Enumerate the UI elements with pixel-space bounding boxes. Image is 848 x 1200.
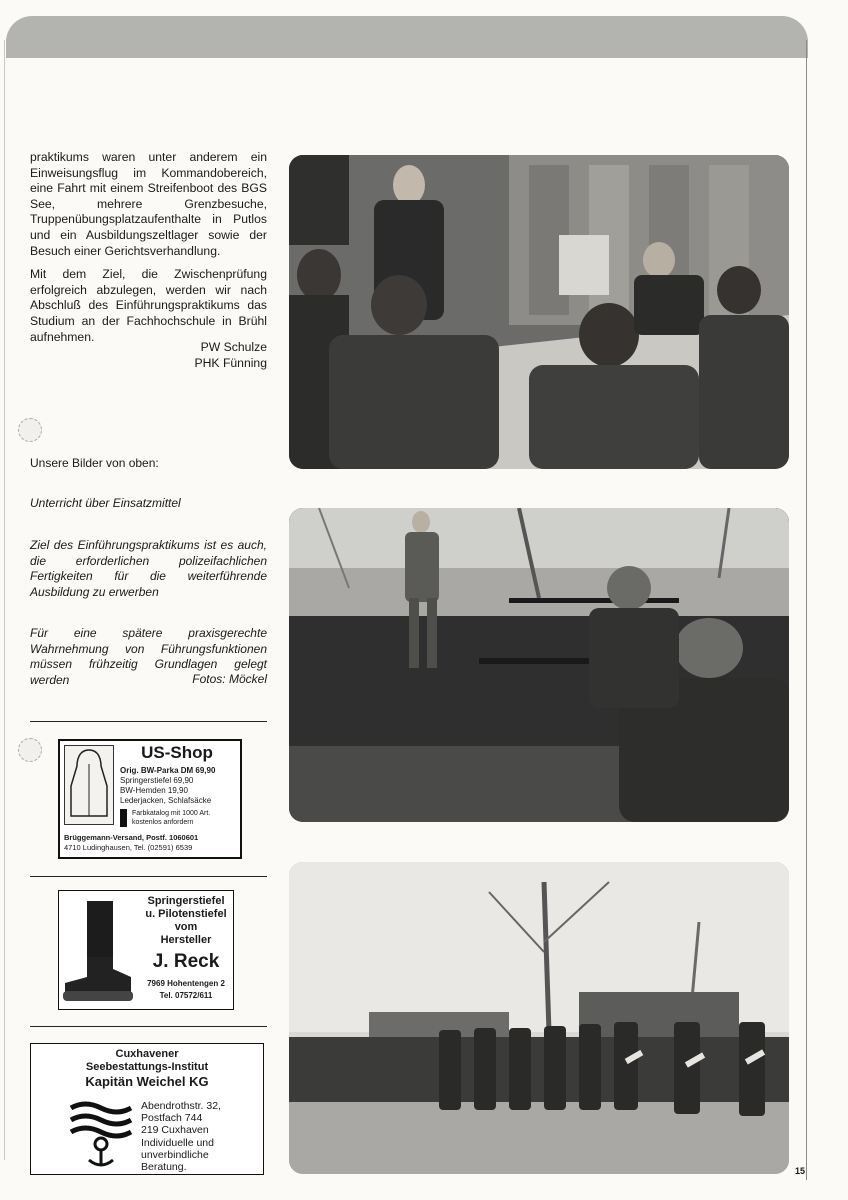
catalog-line1: Farbkatalog mit 1000 Art.: [132, 810, 211, 817]
catalog-line2: kostenlos anfordern: [132, 819, 194, 826]
weichel-slogan2: unverbindliche: [141, 1149, 209, 1161]
us-shop-line1: Orig. BW-Parka DM 69,90: [120, 766, 216, 775]
us-shop-footer1: Brüggemann-Versand, Postf. 1060601: [64, 833, 199, 842]
reck-line3: vom: [174, 921, 198, 933]
weichel-line3: Kapitän Weichel KG: [85, 1074, 209, 1089]
us-shop-line3: BW-Hemden 19,90: [120, 786, 188, 795]
photo-classroom: [289, 155, 789, 469]
weichel-line1: Cuxhavener: [115, 1048, 179, 1060]
us-shop-footer2: 4710 Ludinghausen, Tel. (02591) 6539: [64, 843, 193, 852]
photo-firing-practice: [289, 508, 789, 822]
divider: [30, 1026, 267, 1027]
photo-shield-formation: [289, 862, 789, 1174]
captions-heading: Unsere Bilder von oben:: [30, 456, 159, 470]
weichel-addr3: 219 Cuxhaven: [141, 1124, 209, 1136]
reck-line2: u. Pilotenstiefel: [145, 908, 227, 920]
photo-credit: Fotos: Möckel: [192, 672, 267, 686]
weichel-addr1: Abendrothstr. 32,: [141, 1100, 221, 1112]
ad-us-shop: [58, 739, 242, 859]
caption-3: Für eine spätere praxisgerechte Wahrnehmung von Führungsfunktionen müssen frühzeitig Grundlagen gelegt werden: [30, 626, 267, 687]
us-shop-title: US-Shop: [141, 743, 213, 762]
anchor-waves-icon: [69, 1098, 133, 1170]
us-shop-line4: Lederjacken, Schlafsäcke: [120, 796, 212, 805]
page-number: 15: [795, 1166, 806, 1176]
paragraph-1: praktikums waren unter anderem ein Einweisungsflug im Kommandobereich, eine Fahrt mit einem Streifenboot des BGS See, mehrere Grenzbesuche, Truppenübungsplatzaufenthalte in Putlos und ein Ausbildungszeltlager sowie der Besuch einer Gerichtsverhandlung.: [30, 150, 267, 258]
weichel-addr2: Postfach 744: [141, 1112, 203, 1124]
weichel-slogan1: Individuelle und: [141, 1137, 214, 1149]
boot-illustration: [61, 897, 137, 1005]
page-edge-right: [806, 40, 807, 1180]
reck-phone: Tel. 07572/611: [159, 991, 213, 1000]
punch-hole: [18, 738, 42, 762]
reck-name: J. Reck: [152, 951, 220, 972]
caption-2: Ziel des Einführungspraktikums ist es auch, die erforderlichen polizeifachlichen Fertigkeiten für die weiterführende Ausbildung zu erwerben: [30, 538, 267, 599]
reck-line4: Hersteller: [160, 934, 212, 946]
reck-address: 7969 Hohentengen 2: [147, 979, 225, 988]
author-2: PHK Fünning: [194, 356, 267, 370]
ad-reck: [58, 890, 234, 1010]
weichel-slogan3: Beratung.: [141, 1161, 187, 1173]
us-shop-line2: Springerstiefel 69,90: [120, 776, 194, 785]
header-bar: [6, 16, 808, 58]
author-1: PW Schulze: [200, 340, 267, 354]
catalog-marker: [120, 809, 127, 827]
reck-line1: Springerstiefel: [147, 895, 225, 907]
page-edge-left: [4, 40, 5, 1160]
divider: [30, 721, 267, 722]
ad-weichel: [30, 1043, 264, 1175]
punch-hole: [18, 418, 42, 442]
paragraph-2: Mit dem Ziel, die Zwischenprüfung erfolgreich abzulegen, werden wir nach Abschluß des Einführungspraktikums das Studium an der Fachhochschule in Brühl aufnehmen.: [30, 267, 267, 344]
article-text: [30, 150, 267, 353]
caption-1: Unterricht über Einsatzmittel: [30, 496, 181, 510]
parka-illustration: [64, 745, 114, 825]
weichel-line2: Seebestattungs-Institut: [85, 1061, 209, 1073]
divider: [30, 876, 267, 877]
